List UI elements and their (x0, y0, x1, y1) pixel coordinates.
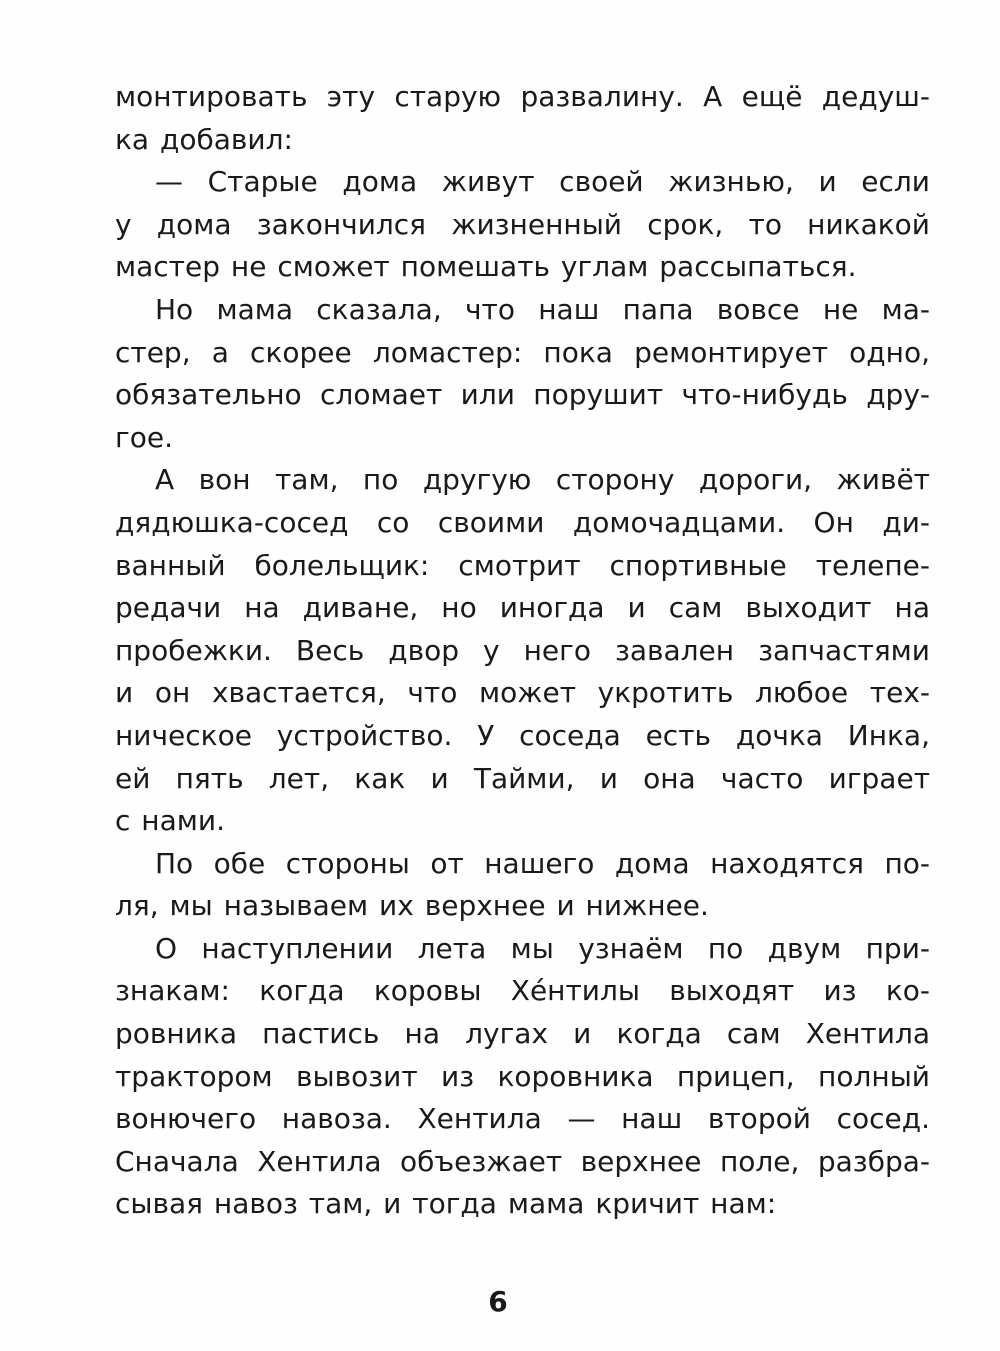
paragraph (115, 459, 930, 842)
text-line: ровника пастись на лугах и когда сам Хентила (115, 1017, 930, 1051)
body-text (115, 76, 930, 1226)
paragraph (115, 843, 930, 928)
text-line: — Старые дома живут своей жизнью, и если (155, 165, 930, 199)
text-line: знакам: когда коровы Хе́нтилы выходят из ко- (115, 974, 930, 1008)
text-line: ка добавил: (115, 122, 293, 156)
paragraph (115, 289, 930, 459)
text-line: монтировать эту старую развалину. А ещё дедуш- (115, 80, 930, 113)
text-line: По обе стороны от нашего дома находятся по- (155, 846, 930, 880)
paragraph (115, 76, 930, 161)
text-line: Сначала Хентила объезжает верхнее поле, разбра- (115, 1144, 930, 1178)
text-line: О наступлении лета мы узнаём по двум при- (155, 931, 930, 965)
text-line: вонючего навоза. Хентила — наш второй сосед. (115, 1102, 930, 1136)
paragraph (115, 928, 930, 1226)
text-line: ванный болельщик: смотрит спортивные телепе- (115, 548, 930, 582)
text-line: ля, мы называем их верхнее и нижнее. (115, 889, 709, 923)
text-line: мастер не сможет помешать углам рассыпаться. (115, 250, 857, 284)
text-line: ническое устройство. У соседа есть дочка Инка, (115, 718, 930, 752)
text-line: А вон там, по другую сторону дороги, живёт (155, 463, 930, 497)
text-line: стер, а скорее ломастер: пока ремонтирует одно, (115, 335, 930, 369)
text-line: гое. (115, 420, 173, 454)
paragraph (115, 161, 930, 289)
text-line: и он хвастается, что может укротить любое тех- (115, 676, 930, 710)
text-line: трактором вывозит из коровника прицеп, полный (115, 1059, 930, 1093)
text-line: ей пять лет, как и Тайми, и она часто играет (115, 761, 930, 795)
text-line: обязательно сломает или порушит что-нибудь дру- (115, 378, 930, 412)
text-line: сывая навоз там, и тогда мама кричит нам: (115, 1187, 777, 1221)
text-line: Но мама сказала, что наш папа вовсе не ма- (155, 292, 930, 326)
text-line: дядюшка-сосед со своими домочадцами. Он ди- (115, 505, 930, 539)
text-line: редачи на диване, но иногда и сам выходит на (115, 591, 930, 625)
page-number: 6 (488, 1285, 508, 1318)
text-line: с нами. (115, 804, 225, 838)
text-line: пробежки. Весь двор у него завален запчастями (115, 633, 930, 667)
text-line: у дома закончился жизненный срок, то никакой (115, 207, 930, 241)
